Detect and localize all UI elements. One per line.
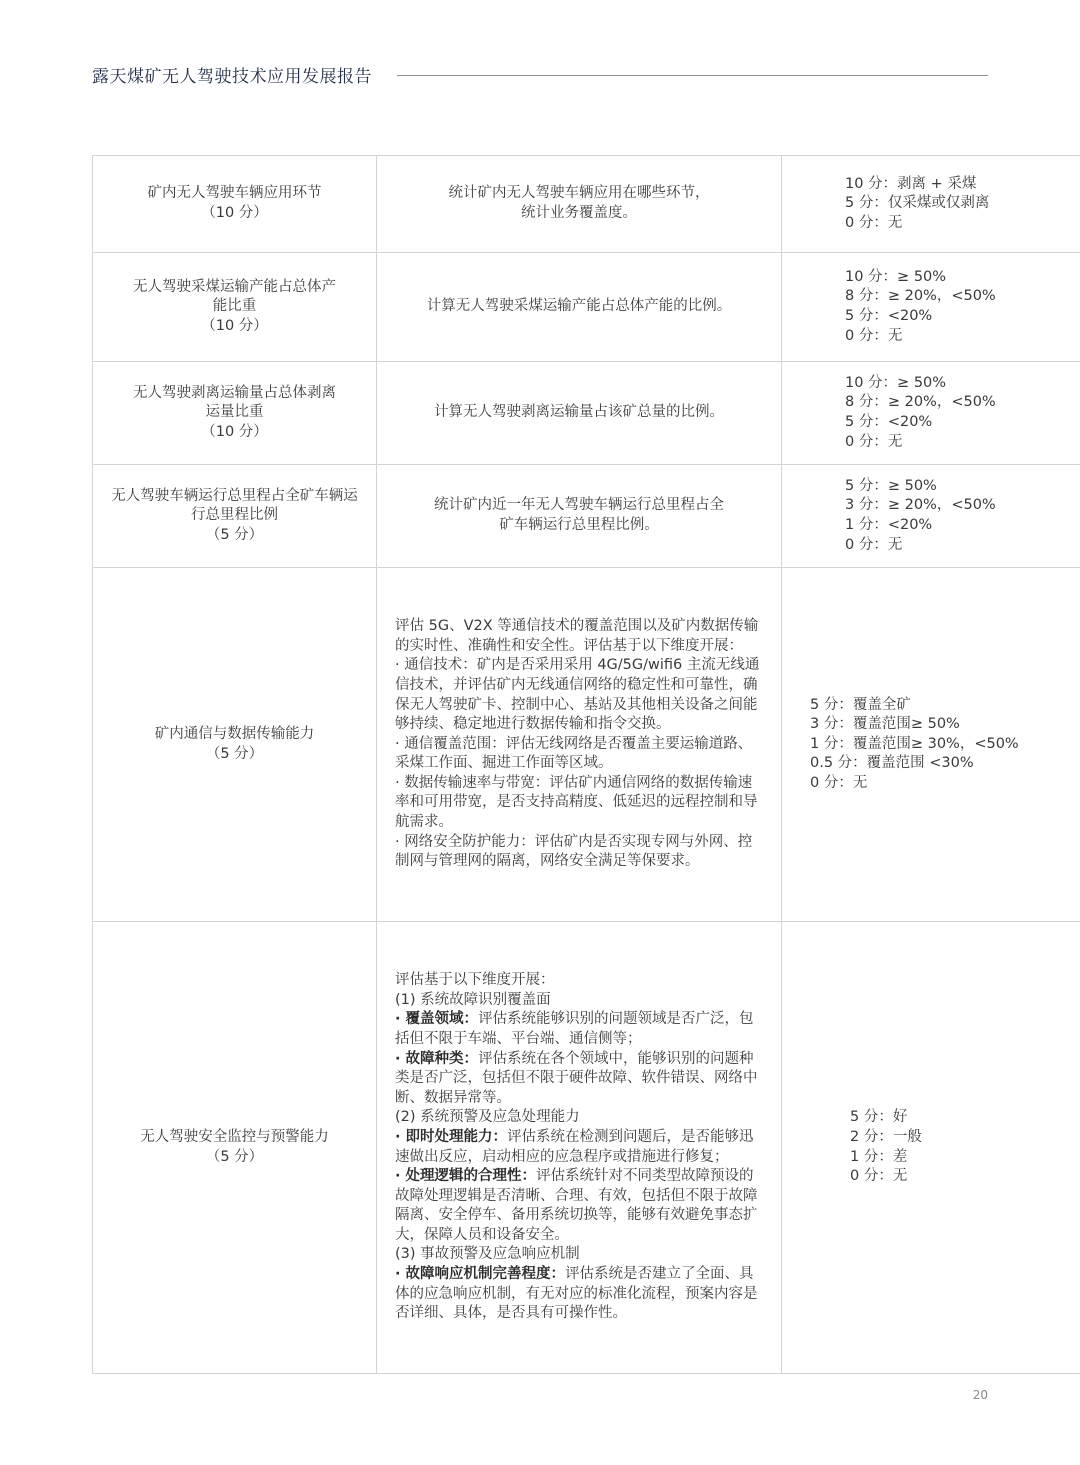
table-row (93, 568, 1080, 922)
method-line: · 网络安全防护能力：评估矿内是否实现专网与外网、控制网与管理网的隔离，网络安全满足等保要求。 (395, 833, 753, 870)
page-number: 20 (972, 1388, 988, 1402)
criteria-line: 5 分：<20% (845, 414, 933, 430)
table-row (93, 253, 1080, 362)
table-row (93, 465, 1080, 568)
criteria-line: 1 分：覆盖范围≥ 30%，<50% (810, 735, 1019, 752)
method-line (395, 1167, 763, 1245)
method-line (395, 1245, 763, 1265)
method-cell (377, 253, 782, 362)
item-name: 矿内无人驾驶车辆应用环节 (147, 185, 322, 202)
method-cell (377, 465, 782, 568)
method-text: (1) 系统故障识别覆盖面 (395, 991, 551, 1008)
criteria-line: 8 分：≥ 20%，<50% (845, 288, 996, 305)
method-line: 评估 5G、V2X 等通信技术的覆盖范围以及矿内数据传输的实时性、准确性和安全性。评估基于以下维度开展： (395, 618, 759, 654)
method-text: 评估基于以下维度开展： (395, 972, 555, 989)
item-score: （5 分） (205, 526, 264, 543)
method-line (395, 971, 763, 991)
method-line: 计算无人驾驶剥离运输量占该矿总量的比例。 (434, 404, 724, 421)
method-text: (3) 事故预警及应急响应机制 (395, 1246, 580, 1263)
method-text: 评估系统在各个领域中，能够识别的问题种类是否广泛，包括但不限于硬件故障、软件错误、网络中断、数据异常等。 (395, 1050, 758, 1106)
table-row (93, 922, 1080, 1374)
table-row (93, 156, 1080, 253)
method-label: · 故障种类： (395, 1050, 479, 1067)
method-line: 统计业务覆盖度。 (521, 205, 637, 221)
table-row (93, 362, 1080, 465)
method-line (395, 1010, 763, 1049)
criteria-line: 0 分：无 (845, 214, 903, 231)
method-line: 统计矿内近一年无人驾驶车辆运行总里程占全 (434, 497, 724, 514)
criteria-line: 0 分：无 (845, 536, 903, 553)
item-cell (93, 253, 377, 362)
method-label: · 即时处理能力： (395, 1128, 508, 1145)
item-name: 无人驾驶采煤运输产能占总体产能比重 (133, 278, 336, 315)
item-name: 无人驾驶安全监控与预警能力 (140, 1128, 329, 1145)
item-cell (93, 156, 377, 253)
criteria-line: 10 分：≥ 50% (845, 268, 947, 285)
criteria-cell (782, 568, 1080, 922)
method-label: · 覆盖领域： (395, 1011, 479, 1028)
item-name: 矿内通信与数据传输能力 (154, 725, 315, 742)
criteria-line: 8 分：≥ 20%，<50% (845, 394, 996, 411)
criteria-line: 5 分：<20% (845, 308, 933, 324)
method-label: · 处理逻辑的合理性： (395, 1168, 537, 1185)
criteria-line: 5 分：仅采煤或仅剥离 (845, 195, 990, 212)
method-line: · 通信技术：矿内是否采用采用 4G/5G/wifi6 主流无线通信技术，并评估矿内无线通信网络的稳定性和可靠性，确保无人驾驶矿卡、控制中心、基站及其他相关设备之间能够持续、稳定地进行数据传输和指令交换。 (395, 657, 760, 733)
criteria-cell (782, 362, 1080, 465)
method-label: · 故障响应机制完善程度： (395, 1266, 566, 1283)
method-cell (377, 568, 782, 922)
item-score: （10 分） (201, 317, 268, 334)
criteria-line: 0 分：无 (850, 1168, 908, 1185)
method-line (395, 1050, 763, 1109)
method-cell (377, 156, 782, 253)
method-text: (2) 系统预警及应急处理能力 (395, 1109, 580, 1126)
item-cell (93, 362, 377, 465)
item-name: 无人驾驶车辆运行总里程占全矿车辆运行总里程比例 (111, 487, 358, 524)
criteria-line: 0 分：无 (845, 433, 903, 450)
method-line: · 通信覆盖范围：评估无线网络是否覆盖主要运输道路、采煤工作面、掘进工作面等区域。 (395, 735, 753, 772)
item-score: （5 分） (205, 1148, 264, 1165)
criteria-cell (782, 156, 1080, 253)
criteria-cell (782, 922, 1080, 1374)
report-title: 露天煤矿无人驾驶技术应用发展报告 (92, 67, 372, 87)
page-header (92, 62, 988, 92)
criteria-line: 5 分：好 (850, 1109, 908, 1126)
criteria-line: 1 分：差 (850, 1148, 908, 1165)
method-line (395, 1265, 763, 1324)
method-line: 计算无人驾驶采煤运输产能占总体产能的比例。 (426, 298, 732, 315)
header-divider (397, 75, 988, 76)
item-name: 无人驾驶剥离运输量占总体剥离运量比重 (133, 384, 336, 421)
criteria-line: 2 分：一般 (850, 1128, 922, 1145)
criteria-line: 0 分：无 (810, 774, 868, 791)
criteria-line: 10 分：剥离 + 采煤 (845, 175, 977, 192)
criteria-cell (782, 253, 1080, 362)
criteria-cell (782, 465, 1080, 568)
item-score: （5 分） (205, 745, 264, 762)
method-cell (377, 362, 782, 465)
method-text: 评估系统是否建立了全面、具体的应急响应机制，有无对应的标准化流程，预案内容是否详细、具体，是否具有可操作性。 (395, 1266, 758, 1322)
criteria-line: 0.5 分：覆盖范围 <30% (810, 755, 974, 772)
method-line (395, 1108, 763, 1128)
item-cell (93, 922, 377, 1374)
criteria-line: 5 分：覆盖全矿 (810, 696, 911, 713)
method-line (395, 1128, 763, 1167)
criteria-line: 1 分：<20% (845, 517, 933, 533)
method-line (395, 991, 763, 1011)
criteria-line: 5 分：≥ 50% (845, 477, 937, 494)
criteria-line: 0 分：无 (845, 327, 903, 344)
criteria-line: 10 分：≥ 50% (845, 374, 947, 391)
method-text: 评估系统在检测到问题后，是否能够迅速做出反应，启动相应的应急程序或措施进行修复； (395, 1128, 754, 1165)
method-text: 评估系统能够识别的问题领域是否广泛，包括但不限于车端、平台端、通信侧等； (395, 1011, 754, 1047)
criteria-line: 3 分：覆盖范围≥ 50% (810, 716, 960, 733)
item-cell (93, 465, 377, 568)
method-line: 矿车辆运行总里程比例。 (499, 517, 659, 533)
criteria-line: 3 分：≥ 20%，<50% (845, 497, 996, 514)
item-cell (93, 568, 377, 922)
item-score: （10 分） (201, 205, 268, 221)
method-line: · 数据传输速率与带宽：评估矿内通信网络的数据传输速率和可用带宽，是否支持高精度、低延迟的远程控制和导航需求。 (395, 774, 758, 831)
method-cell (377, 922, 782, 1374)
item-score: （10 分） (201, 423, 268, 440)
method-line: 统计矿内无人驾驶车辆应用在哪些环节， (448, 185, 710, 202)
method-text: 评估系统针对不同类型故障预设的故障处理逻辑是否清晰、合理、有效，包括但不限于故障隔离、安全停车、备用系统切换等，能够有效避免事态扩大，保障人员和设备安全。 (395, 1168, 758, 1243)
scoring-table (92, 155, 1080, 1374)
